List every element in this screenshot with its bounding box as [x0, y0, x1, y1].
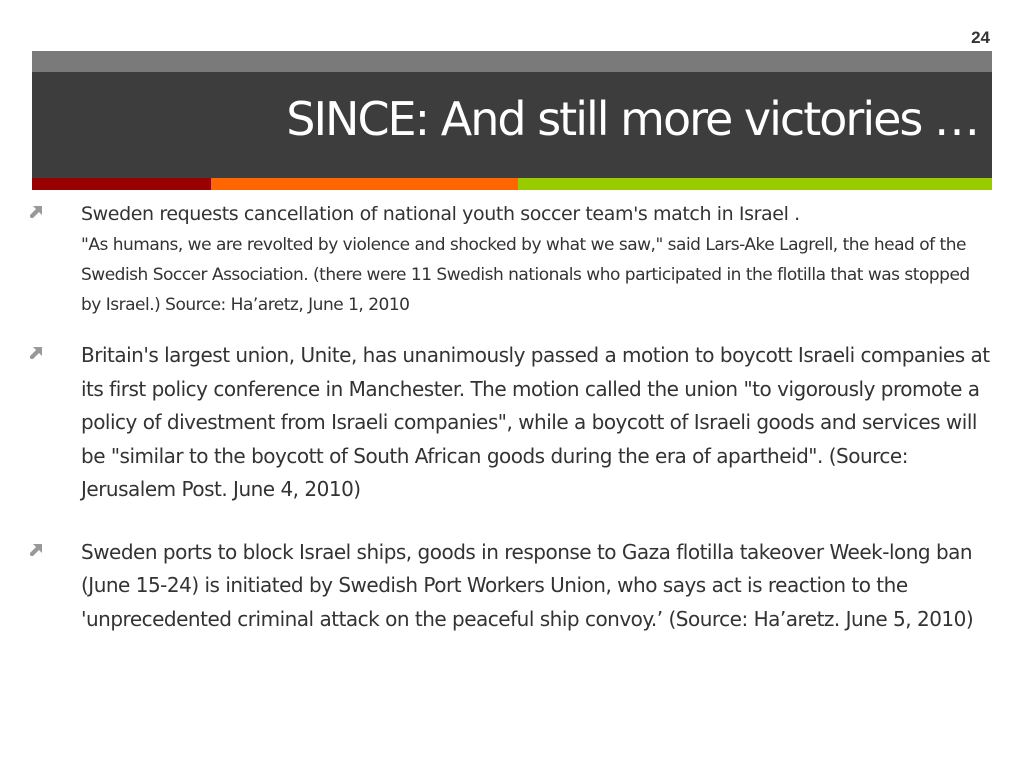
bullet-text: Sweden ports to block Israel ships, goods in response to Gaza flotilla takeover Week-long ban (June 15-24) is initiated by Swedish Port Workers Union, who says act is reaction to the 'unprecedented criminal attack on the peaceful ship convoy.’ (Source: Ha’aretz. June 5, 2010)	[81, 539, 974, 631]
bullet-text	[81, 198, 990, 320]
slide-number: 24	[971, 28, 990, 47]
header-top-strip	[32, 51, 992, 72]
slide-title: SINCE: And still more victories …	[286, 92, 978, 146]
diagonal-arrow-icon	[30, 206, 42, 218]
bullet-item	[30, 536, 990, 637]
bullet-item	[30, 198, 990, 320]
bullet-item	[30, 339, 990, 507]
accent-bar	[32, 178, 992, 190]
bullet-detail: "As humans, we are revolted by violence and shocked by what we saw," said Lars-Ake Lagrell, the head of the Swedish Soccer Association. (there were 11 Swedish nationals who participated in the flotilla that was stopped by Israel.) Source: Ha’aretz, June 1, 2010	[81, 235, 970, 315]
diagonal-arrow-icon	[30, 347, 42, 359]
accent-segment-orange	[211, 178, 518, 190]
accent-segment-red	[32, 178, 211, 190]
bullet-text: Britain's largest union, Unite, has unanimously passed a motion to boycott Israeli companies at its first policy conference in Manchester. The motion called the union "to vigorously promote a policy of divestment from Israeli companies", while a boycott of Israeli goods and services will be "similar to the boycott of South African goods during the era of apartheid". (Source: Jerusalem Post. June 4, 2010)	[81, 343, 990, 501]
accent-segment-green	[518, 178, 992, 190]
bullet-lead: Sweden requests cancellation of national youth soccer team's match in Israel .	[81, 203, 800, 225]
bullet-list	[30, 198, 990, 636]
title-bar	[32, 72, 992, 178]
diagonal-arrow-icon	[30, 544, 42, 556]
